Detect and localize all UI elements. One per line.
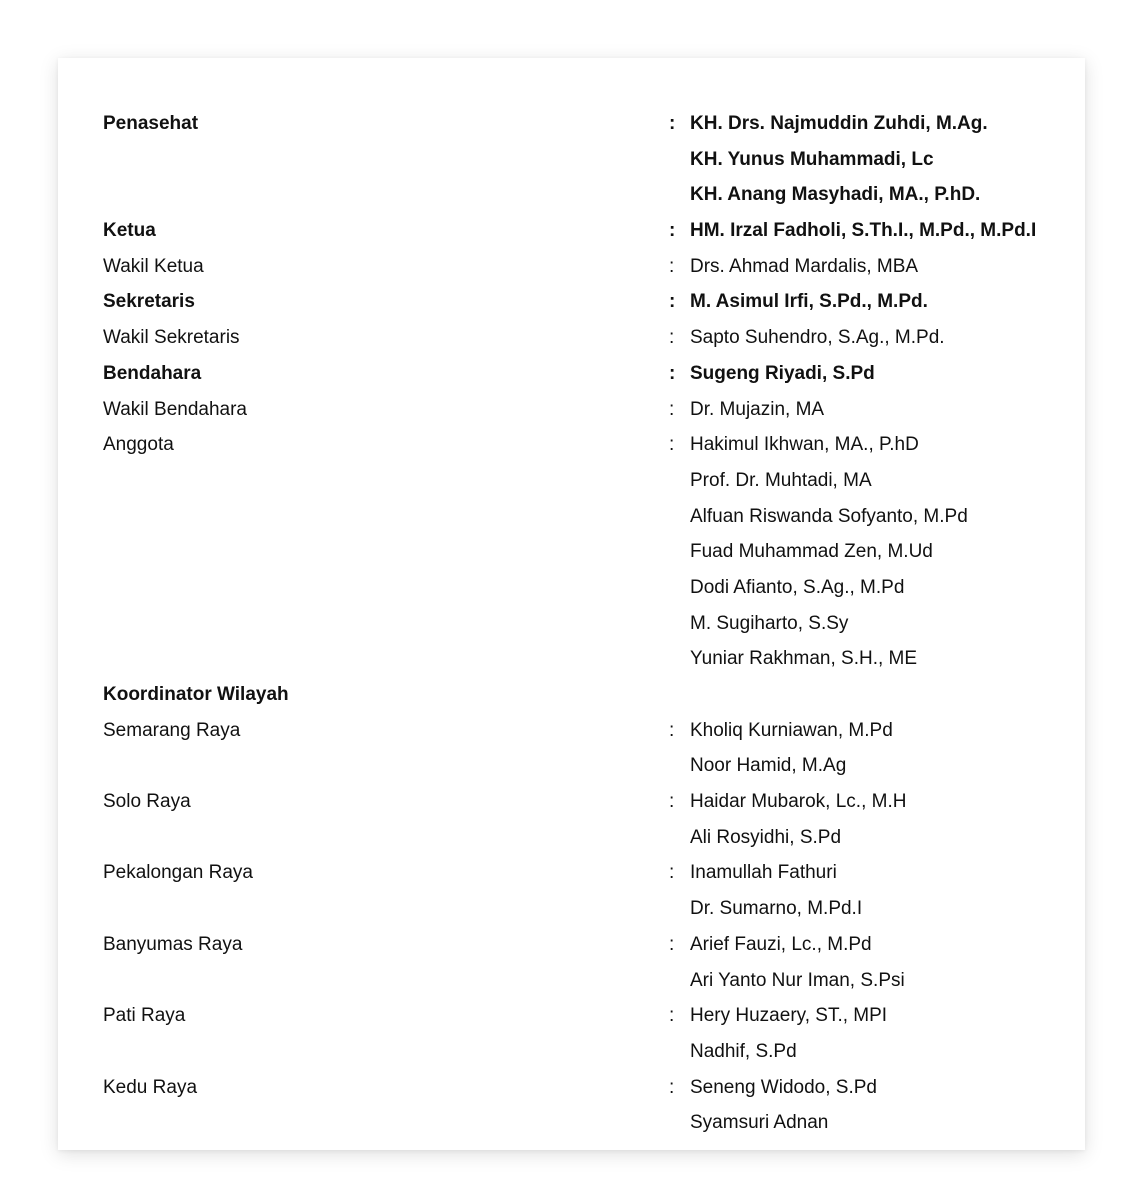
structure-row [103, 284, 1063, 320]
structure-row [103, 142, 1063, 178]
member-name: Haidar Mubarok, Lc., M.H [690, 791, 907, 813]
member-name: M. Sugiharto, S.Sy [690, 612, 849, 634]
member-name: Alfuan Riswanda Sofyanto, M.Pd [690, 505, 968, 527]
separator-colon: : [669, 398, 675, 420]
member-name: Nadhif, S.Pd [690, 1040, 797, 1062]
organization-structure-list [103, 106, 1063, 1141]
position-label: Wakil Bendahara [103, 398, 247, 420]
separator-colon: : [669, 434, 675, 456]
structure-row [103, 463, 1063, 499]
member-name: KH. Anang Masyhadi, MA., P.hD. [690, 184, 981, 206]
structure-row [103, 963, 1063, 999]
structure-row [103, 998, 1063, 1034]
member-name: Syamsuri Adnan [690, 1112, 829, 1134]
member-name: KH. Yunus Muhammadi, Lc [690, 148, 934, 170]
structure-row [103, 1070, 1063, 1106]
separator-colon: : [669, 327, 675, 349]
member-name: Ari Yanto Nur Iman, S.Psi [690, 969, 905, 991]
member-name: Sugeng Riyadi, S.Pd [690, 362, 875, 384]
structure-row [103, 177, 1063, 213]
structure-row [103, 570, 1063, 606]
member-name: Hakimul Ikhwan, MA., P.hD [690, 434, 919, 456]
position-label: Kedu Raya [103, 1076, 198, 1098]
member-name: Kholiq Kurniawan, M.Pd [690, 719, 893, 741]
structure-row [103, 427, 1063, 463]
member-name: Yuniar Rakhman, S.H., ME [690, 648, 918, 670]
member-name: Fuad Muhammad Zen, M.Ud [690, 541, 933, 563]
position-label: Sekretaris [103, 291, 195, 313]
structure-row [103, 677, 1063, 713]
structure-row [103, 1105, 1063, 1141]
separator-colon: : [669, 291, 676, 313]
member-name: Sapto Suhendro, S.Ag., M.Pd. [690, 327, 945, 349]
position-label: Anggota [103, 434, 174, 456]
separator-colon: : [669, 862, 675, 884]
member-name: Dr. Mujazin, MA [690, 398, 825, 420]
member-name: Dodi Afianto, S.Ag., M.Pd [690, 576, 905, 598]
structure-row [103, 891, 1063, 927]
position-label: Solo Raya [103, 791, 191, 813]
structure-row [103, 106, 1063, 142]
separator-colon: : [669, 255, 675, 277]
structure-row [103, 748, 1063, 784]
structure-row [103, 499, 1063, 535]
structure-row [103, 356, 1063, 392]
document-page [58, 58, 1085, 1150]
structure-row [103, 641, 1063, 677]
structure-row [103, 213, 1063, 249]
structure-row [103, 320, 1063, 356]
separator-colon: : [669, 719, 675, 741]
structure-row [103, 784, 1063, 820]
position-label: Ketua [103, 220, 156, 242]
structure-row [103, 855, 1063, 891]
structure-row [103, 534, 1063, 570]
position-label: Wakil Sekretaris [103, 327, 240, 349]
position-label: Koordinator Wilayah [103, 684, 289, 705]
position-label: Bendahara [103, 362, 202, 384]
position-label: Banyumas Raya [103, 933, 243, 955]
structure-row [103, 606, 1063, 642]
member-name: KH. Drs. Najmuddin Zuhdi, M.Ag. [690, 113, 988, 134]
structure-row [103, 927, 1063, 963]
position-label: Wakil Ketua [103, 255, 204, 277]
member-name: Dr. Sumarno, M.Pd.I [690, 898, 863, 920]
position-label: Pekalongan Raya [103, 862, 253, 884]
member-name: HM. Irzal Fadholi, S.Th.I., M.Pd., M.Pd.I [690, 220, 1037, 242]
member-name: Ali Rosyidhi, S.Pd [690, 826, 842, 848]
member-name: Drs. Ahmad Mardalis, MBA [690, 255, 919, 277]
member-name: Arief Fauzi, Lc., M.Pd [690, 933, 872, 955]
member-name: Noor Hamid, M.Ag [690, 755, 847, 777]
position-label: Pati Raya [103, 1005, 186, 1027]
separator-colon: : [669, 1076, 675, 1098]
member-name: Seneng Widodo, S.Pd [690, 1076, 877, 1098]
separator-colon: : [669, 113, 676, 134]
member-name: Inamullah Fathuri [690, 862, 837, 884]
structure-row [103, 249, 1063, 285]
separator-colon: : [669, 933, 675, 955]
structure-row [103, 713, 1063, 749]
position-label: Penasehat [103, 113, 199, 134]
position-label: Semarang Raya [103, 719, 241, 741]
separator-colon: : [669, 362, 676, 384]
structure-row [103, 820, 1063, 856]
member-name: Hery Huzaery, ST., MPI [690, 1005, 888, 1027]
member-name: Prof. Dr. Muhtadi, MA [690, 469, 872, 491]
separator-colon: : [669, 791, 675, 813]
separator-colon: : [669, 1005, 675, 1027]
structure-row [103, 1034, 1063, 1070]
structure-row [103, 392, 1063, 428]
member-name: M. Asimul Irfi, S.Pd., M.Pd. [690, 291, 928, 313]
separator-colon: : [669, 220, 676, 242]
